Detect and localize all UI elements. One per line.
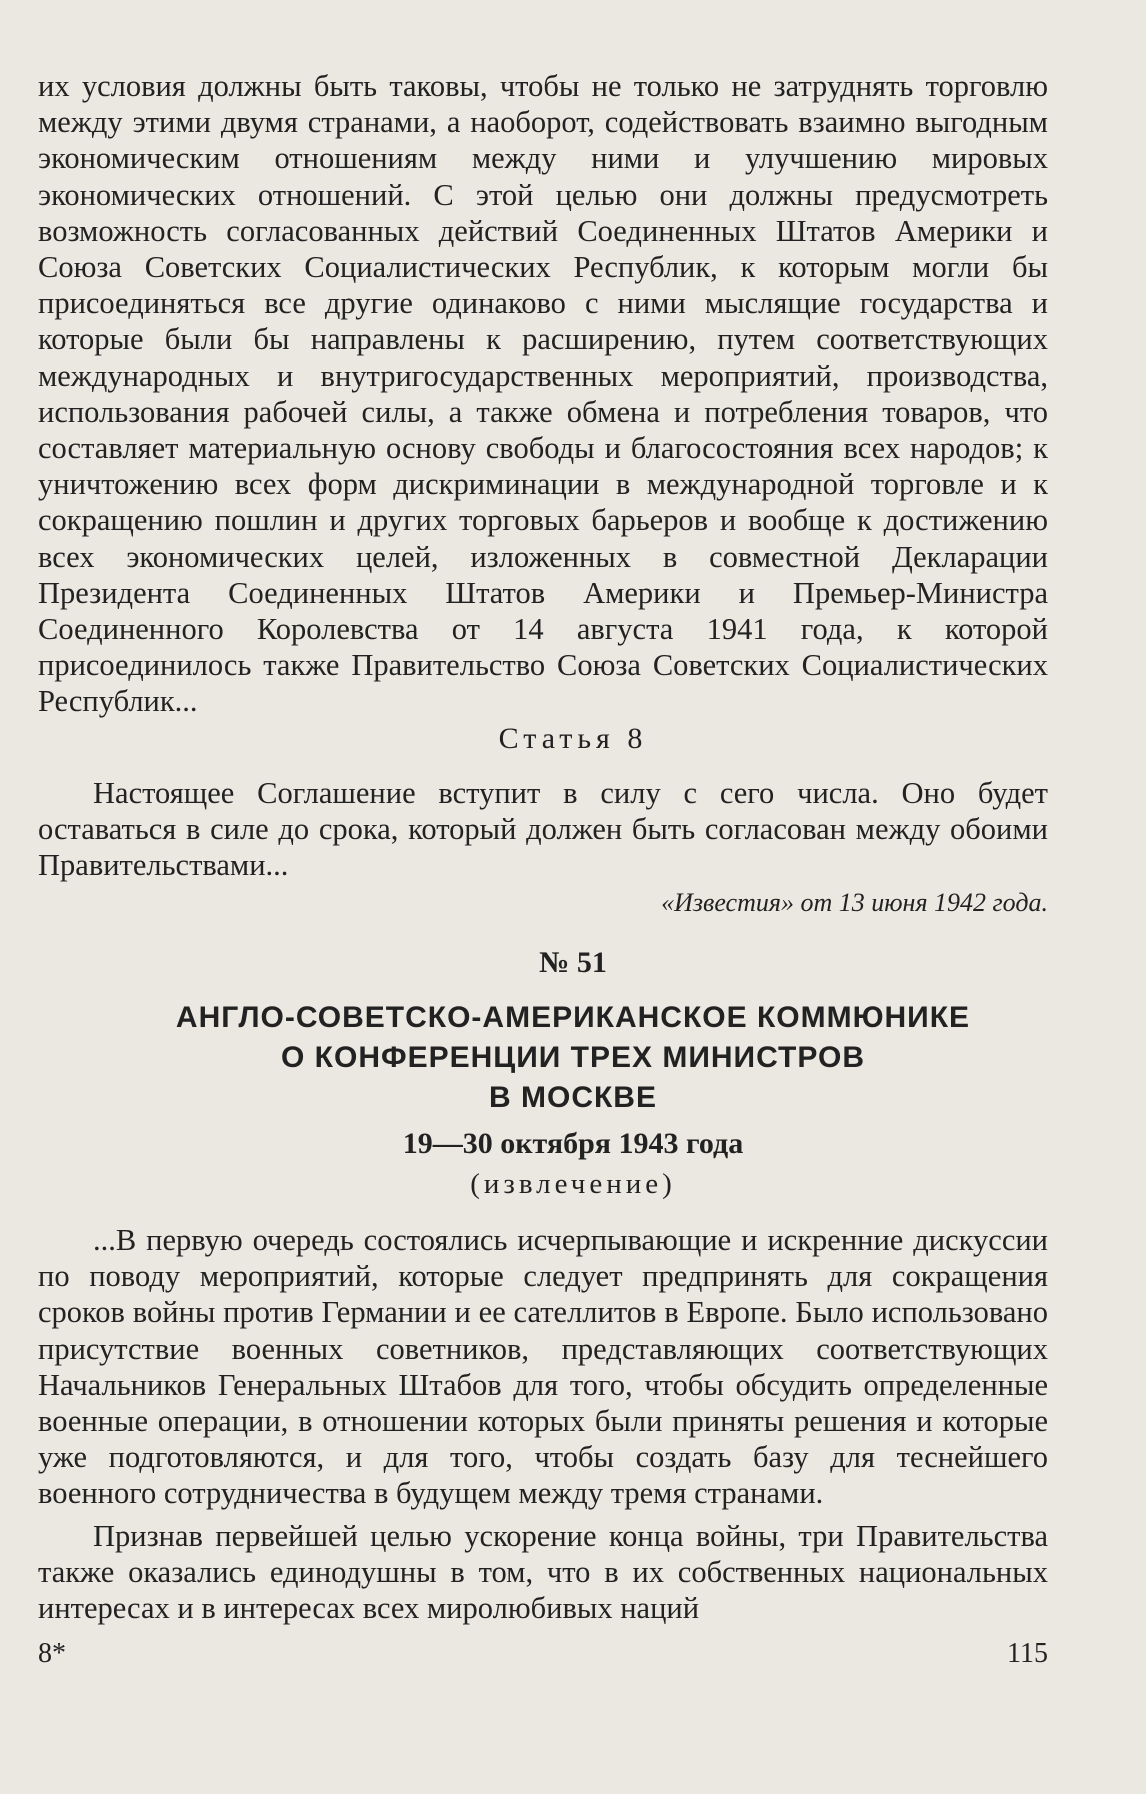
- page-number: 115: [1007, 1638, 1048, 1669]
- document-dates: 19—30 октября 1943 года: [402, 1127, 744, 1160]
- title-line: АНГЛО-СОВЕТСКО-АМЕРИКАНСКОЕ КОММЮНИКЕ: [175, 1001, 971, 1034]
- paragraph-continuation: их условия должны быть таковы, чтобы не только не затруднять торговлю между этими двумя странами, а наоборот, содействовать взаимно выгодным экономическим отношениям между ними и улучшению мировых экономических отношений. С этой целью они должны предусмотреть возможность согласованных действий Соединенных Штатов Америки и Союза Советских Социалистических Республик, к которым могли бы присоединяться все другие одинаково с ними мыслящие государства и которые были бы направлены к расширению, путем соответствующих международных и внутригосударственных мероприятий, производства, использования рабочей силы, а также обмена и потребления товаров, что составляет материальную основу свободы и благосостояния всех народов; к уничтожению всех форм дискриминации в международной торговле и к сокращению пошлин и других торговых барьеров и вообще к достижению всех экономических целей, изложенных в совместной Декларации Президента Соединенных Штатов Америки и Премьер-Министра Соединенного Королевства от 14 августа 1941 года, к которой присоединилось также Правительство Союза Советских Социалистических Республик...: [38, 69, 1048, 719]
- excerpt-note: (извлечение): [470, 1168, 676, 1200]
- title-line: В МОСКВЕ: [489, 1081, 657, 1114]
- communique-paragraph: ...В первую очередь состоялись исчерпывающие и искренние дискуссии по поводу мероприятий, которые следует предпринять для сокращения сроков войны против Германии и ее сателлитов в Европе. Было использовано присутствие военных советников, представляющих соответствующих Начальников Генеральных Штабов для того, чтобы обсудить определенные военные операции, в отношении которых были приняты решения и которые уже подготовляются, и для того, чтобы создать базу для теснейшего военного сотрудничества в будущем между тремя странами.: [38, 1223, 1048, 1511]
- communique-paragraph: Признав первейшей целью ускорение конца войны, три Правительства также оказались единодушны в том, что в их собственных национальных интересах и в интересах всех миролюбивых наций: [38, 1518, 1048, 1626]
- source-citation: «Известия» от 13 июня 1942 года.: [661, 888, 1048, 917]
- article-text-block: [38, 775, 1048, 884]
- document-number: № 51: [539, 946, 607, 979]
- document-title: [0, 998, 1146, 1118]
- treaty-text-block: [38, 68, 1048, 720]
- article-heading: Статья 8: [498, 722, 648, 755]
- article-paragraph: Настоящее Соглашение вступит в силу с сего числа. Оно будет оставаться в силе до срока, который должен быть согласован между обоими Правительствами...: [38, 776, 1048, 883]
- title-line: О КОНФЕРЕНЦИИ ТРЕХ МИНИСТРОВ: [281, 1041, 865, 1074]
- communique-text-block: [38, 1222, 1048, 1626]
- signature-mark: 8*: [38, 1638, 66, 1669]
